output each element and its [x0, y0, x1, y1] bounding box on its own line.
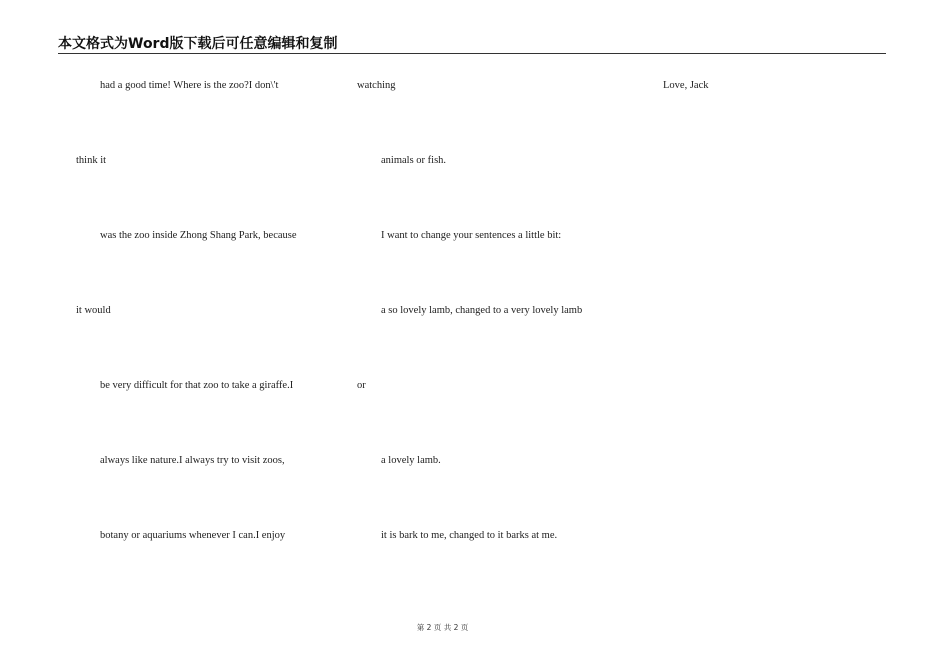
left-column-line: be very difficult for that zoo to take a giraffe.I — [100, 380, 294, 391]
middle-column-line: it is bark to me, changed to it barks at me. — [381, 530, 558, 541]
header-divider — [58, 53, 886, 54]
middle-column-line: animals or fish. — [381, 155, 447, 166]
page-header-title: 本文格式为Word版下载后可任意编辑和复制 — [58, 36, 338, 52]
letter-signature: Love, Jack — [663, 80, 709, 91]
middle-column-line: a so lovely lamb, changed to a very lovely lamb — [381, 305, 583, 316]
middle-column-line: or — [357, 380, 366, 391]
middle-column-line: watching — [357, 80, 396, 91]
left-column-line: it would — [76, 305, 111, 316]
middle-column-line: a lovely lamb. — [381, 455, 441, 466]
left-column-line: had a good time! Where is the zoo?I don\'t — [100, 80, 279, 91]
page-footer: 第 2 页 共 2 页 — [416, 623, 469, 632]
left-column-line: botany or aquariums whenever I can.I enjoy — [100, 530, 286, 541]
left-column-line: always like nature.I always try to visit zoos, — [100, 455, 285, 466]
middle-column-line: I want to change your sentences a little bit: — [381, 230, 562, 241]
left-column-line: think it — [76, 155, 107, 166]
left-column-line: was the zoo inside Zhong Shang Park, because — [100, 230, 297, 241]
